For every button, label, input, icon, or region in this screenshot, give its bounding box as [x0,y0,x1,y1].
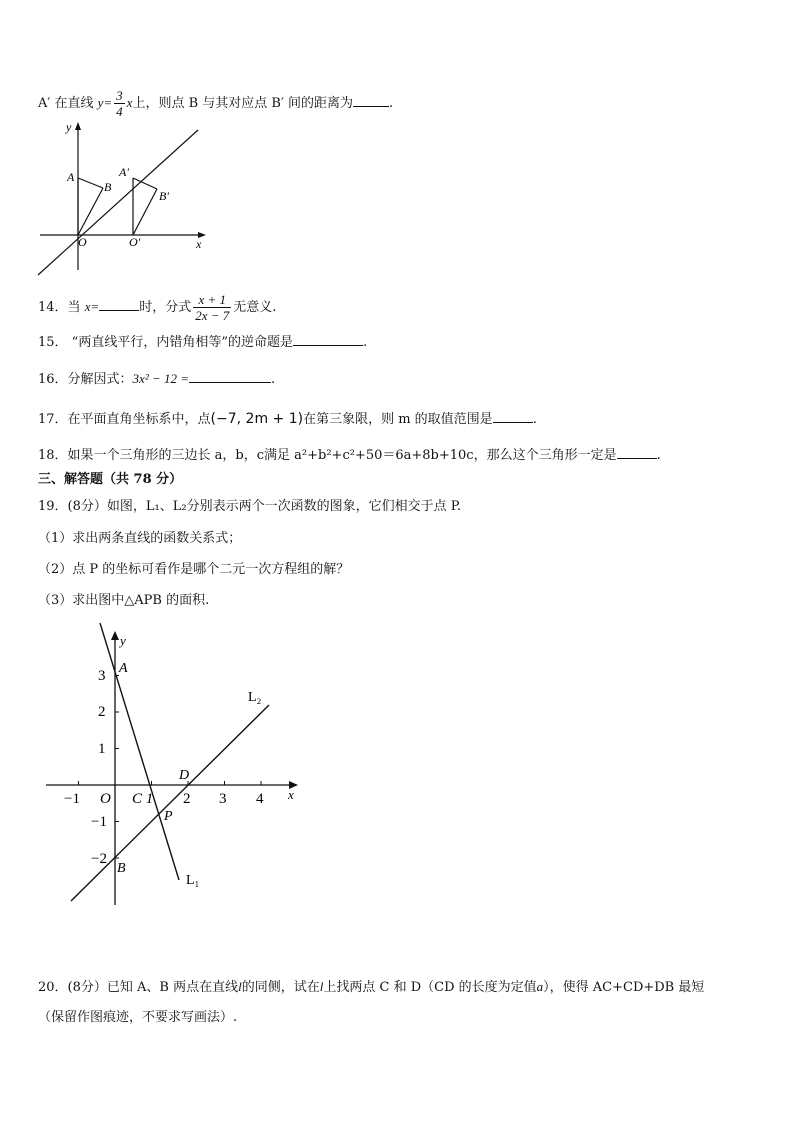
q17-suffix: 在第三象限，则 m 的取值范围是 [303,412,493,427]
figure-rotation [30,118,220,278]
fig2-O-label: O [100,791,111,807]
fig2-L1-label: L₁ [186,873,200,888]
fig1-B-label: B [104,180,112,194]
q14-suffix: 无意义. [233,300,277,315]
q20-text-c: 上找两点 C 和 D（CD 的长度为定值 [323,980,537,995]
q20-text-a: 20．(8分）已知 A、B 两点在直线 [38,980,239,995]
q18-line [38,446,661,465]
fig2-A-label: A [119,661,128,676]
q13-y-eq: y= [97,95,113,110]
q17-end: . [532,412,537,427]
q16-prefix: 16．分解因式： [38,372,133,387]
q15-end: . [362,335,368,350]
fig1-B2-label: B′ [159,189,169,203]
fig1-A2-label: A′ [119,165,129,179]
figure-lines-graph [40,615,310,910]
q20-l1: l [238,979,242,994]
q13-frac-den: 4 [116,104,123,119]
q13-prefix: A′ 在直线 [38,96,94,111]
section-heading: 三、解答题（共 78 分） [38,472,183,487]
q16-expr: 3x² − 12 = [132,371,190,386]
q18-end: . [656,448,661,463]
q14-mid: 时，分式 [139,300,192,315]
q20-line2: （保留作图痕迹，不要求写画法）. [38,1010,238,1025]
q13-frac-num: 3 [116,88,123,103]
fig2-D-label: D [179,768,190,783]
fig1-O-label: O [78,235,87,249]
q20-text-b: 的同侧，试在 [241,980,320,995]
q18-text: 18．如果一个三角形的三边长 a，b，c满足 a²+b²+c²+50＝6a+8b+10c，那么这个三角形一定是 [38,448,617,463]
q20-a: a [536,979,544,994]
q16-end: . [271,372,276,387]
fig1-O2-label: O′ [129,235,141,249]
fig2-xtick-m1: −1 [64,791,80,807]
q19-sub2: （2）点 P 的坐标可看作是哪个二元一次方程组的解？ [38,562,350,577]
q19-sub1: （1）求出两条直线的函数关系式； [38,531,242,546]
q14-x-eq: x= [84,299,100,314]
fig2-line-L1 [100,623,179,880]
fig2-P-label: P [164,809,173,824]
q17-point: (−7, 2m + 1) [210,411,304,427]
fig1-y-label: y [66,120,72,134]
q14-frac-den: 2x − 7 [195,308,230,323]
q20-l2: l [319,979,324,994]
fig2-B-label: B [117,861,126,876]
fig2-ytick-2: 2 [98,704,106,720]
q13-line [38,88,393,119]
q20-text-d: ），使得 AC+CD+DB 最短 [543,980,705,995]
q18-answer-blank[interactable] [617,446,657,459]
q15-line [38,333,367,352]
q16-line [38,370,275,389]
fig2-xtick-4: 4 [256,791,264,807]
fig2-y-arrow [111,631,119,640]
q13-suffix: 上，则点 B 与其对应点 B′ 间的距离为 [132,96,354,111]
fig2-xtick-3: 3 [219,791,227,807]
q13-x: x [126,95,133,110]
fig1-line [38,130,198,275]
q16-answer-blank[interactable] [189,370,271,383]
fig1-y-arrow [75,122,81,130]
fig2-x-label: x [288,787,294,802]
q13-answer-blank[interactable] [353,94,389,107]
fig2-y-label: y [120,633,126,648]
fig2-ytick-3: 3 [98,668,106,684]
fig1-A-label: A [67,170,75,184]
fig2-ytick-m1: −1 [91,814,107,830]
q14-line [38,292,276,323]
fig1-x-label: x [196,237,202,251]
q17-line [38,410,537,429]
q15-text: 15． “两直线平行，内错角相等”的逆命题是 [38,335,293,350]
q14-fraction [193,292,231,323]
fig2-L2-label: L₂ [248,690,262,705]
q15-answer-blank[interactable] [293,333,363,346]
q17-prefix: 17．在平面直角坐标系中，点 [38,412,211,427]
q19-sub3: （3）求出图中△APB 的面积. [38,593,210,608]
q13-end: . [389,96,394,111]
q20-line1 [38,978,704,997]
fig2-xtick-2: 2 [183,791,191,807]
fig2-ytick-m2: −2 [91,851,107,867]
q13-fraction [114,88,125,119]
q14-frac-num: x + 1 [193,292,231,308]
q19-text: 19．(8分）如图，L₁、L₂分别表示两个一次函数的图象，它们相交于点 P. [38,499,461,514]
q14-answer-blank[interactable] [99,298,139,311]
q17-answer-blank[interactable] [493,410,533,423]
fig2-ytick-1: 1 [98,741,106,757]
fig2-C-label: C 1 [132,791,154,807]
q14-prefix: 14．当 [38,300,81,315]
